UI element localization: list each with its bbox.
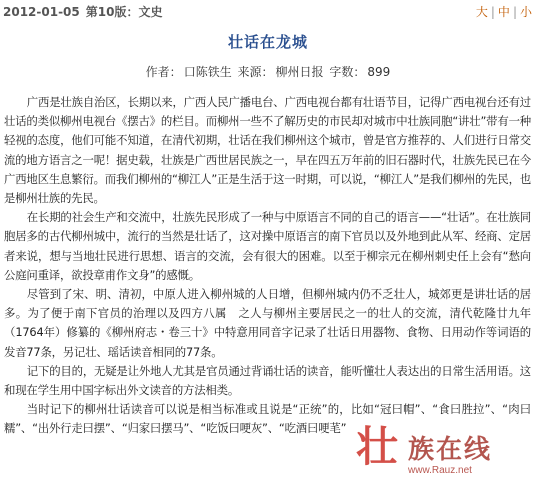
watermark-url: www.Rauz.net xyxy=(408,465,472,476)
author-label: 作者： xyxy=(145,65,182,79)
font-size-medium-button[interactable]: 中 xyxy=(497,5,510,19)
watermark-site-name: 族在线 xyxy=(408,435,493,465)
source-label: 来源： xyxy=(237,65,274,79)
article-paragraph: 记下的目的，无疑是让外地人尤其是官员通过背诵壮话的读音，能听懂壮人表达出的日常生活用语。这和现在学生用中国字标出外文读音的方法相类。 xyxy=(4,363,531,398)
issue-date: 2012-01-05 xyxy=(3,5,80,19)
issue-info xyxy=(3,3,162,20)
wordcount-value: 899 xyxy=(367,65,391,79)
article-paragraph: 在长期的社会生产和交流中，壮族先民形成了一种与中原语言不同的自己的语言——“壮话”。在壮族同胞居多的古代柳州城中，流行的当然是壮话了，这对操中原语言的南下官员以及外地到此从军、经商、定居者来说，想与当地壮民进行思想、语言的交流，会有很大的困难。以至于柳宗元在柳州刺史任上会有“愁向公庭问重译，欲投章甫作文身”的感慨。 xyxy=(4,210,531,282)
divider: | xyxy=(490,5,495,19)
article-title: 壮话在龙城 xyxy=(227,33,308,51)
source-name: 柳州日报 xyxy=(275,65,324,79)
font-size-large-button[interactable]: 大 xyxy=(475,5,488,19)
article-paragraph: 当时记下的柳州壮话读音可以说是相当标准或且说是“正统”的，比如“冠曰帽”、“食曰胜拉”、“肉曰糯”、“出外行走曰摆”、“归家曰摆马”、“吃饭曰哽灰”、“吃酒曰哽芼” xyxy=(4,402,531,436)
article-paragraph: 广西是壮族自治区，长期以来，广西人民广播电台、广西电视台都有壮语节目，记得广西电视台还有过壮话的类似柳州电视台《摆古》的栏目。而柳州一些不了解历史的市民却对城市中壮族同胞“讲壮”带有一种轻视的态度，他们可能不知道，在清代初期，壮话在我们柳州这个城市，曾是官方推荐的、人们进行日常交流的地方语言之一呢！据史载，壮族是广西世居民族之一，早在四五万年前的旧石器时代，壮族先民已在今广西地区生息繁衍。而我们柳州的“柳江人”正是生活于这一时期，可以说，“柳江人”是我们柳州的先民，也是柳州壮族的先民。 xyxy=(4,95,531,206)
font-size-switcher xyxy=(476,3,532,20)
wordcount-label: 字数： xyxy=(329,65,366,79)
article-body xyxy=(4,93,531,439)
top-bar xyxy=(0,0,536,22)
article-paragraph: 尽管到了宋、明、清初，中原人进入柳州城的人日增，但柳州城内仍不乏壮人，城郊更是讲壮话的居多。为了便于南下官员的治理以及四方八属 之人与柳州主要居民之一的壮人的交流，清代乾隆廿九年（1764年）修纂的《柳州府志・卷三十》中特意用同音字记录了壮话日用器物、食物、日用动作等词语的发音77条，另记壮、瑶话读音相同的77条。 xyxy=(4,287,531,359)
article-meta xyxy=(0,63,536,80)
divider: | xyxy=(512,5,517,19)
font-size-small-button[interactable]: 小 xyxy=(519,5,532,19)
watermark-logo: 壮 xyxy=(356,422,399,471)
author-name: 口陈铁生 xyxy=(183,65,232,79)
edition-label: 第10版：文史 xyxy=(85,5,163,19)
